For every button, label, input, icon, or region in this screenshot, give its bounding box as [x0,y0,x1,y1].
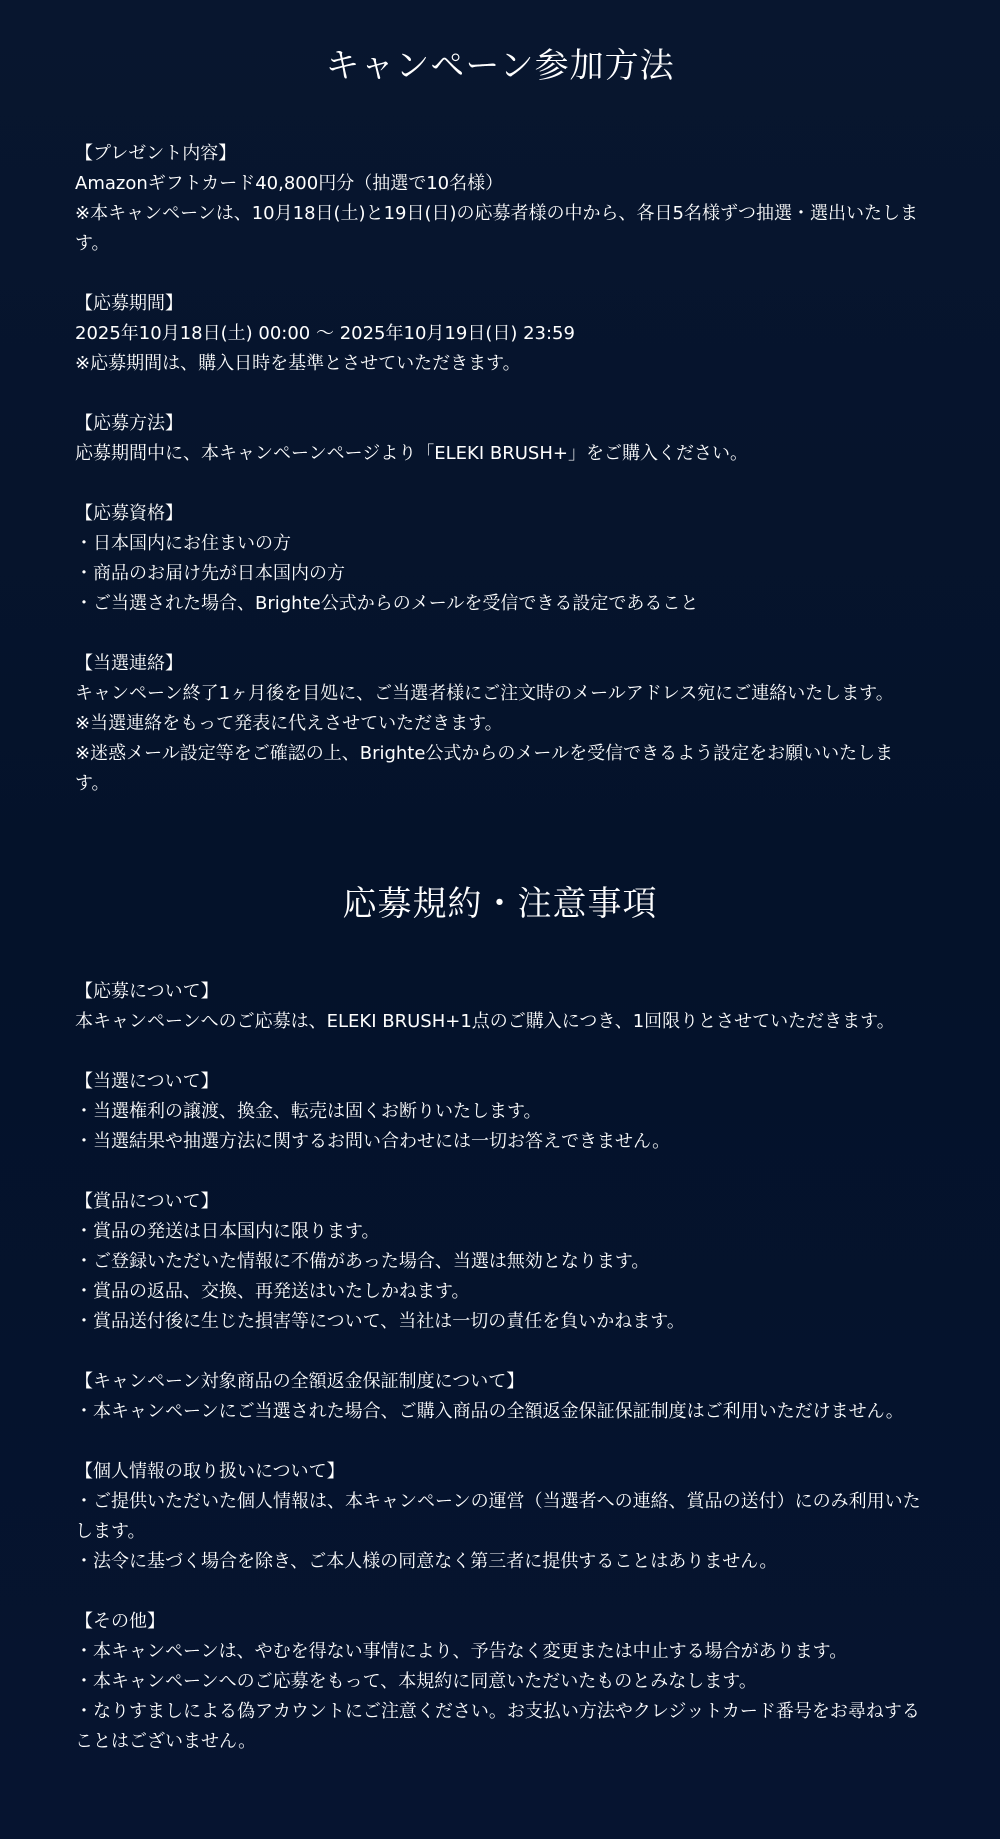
block-line: ・賞品の発送は日本国内に限ります。 [75,1221,380,1242]
block-line: ・なりすましによる偽アカウントにご注意ください。お支払い方法やクレジットカード番号をお尋ねすることはございません。 [75,1701,920,1752]
eligibility-block [75,499,925,619]
block-line: ※当選連絡をもって発表に代えさせていただきます。 [75,713,503,734]
block-line: ・賞品の返品、交換、再発送はいたしかねます。 [75,1281,470,1302]
block-line: ・日本国内にお住まいの方 [75,533,291,554]
block-line: 2025年10月18日(土) 00:00 〜 2025年10月19日(日) 23:59 [75,323,575,344]
block-line: ・法令に基づく場合を除き、ご本人様の同意なく第三者に提供することはありません。 [75,1551,778,1572]
block-line: ※応募期間は、購入日時を基準とさせていただきます。 [75,353,521,374]
block-heading: 【当選連絡】 [75,653,183,674]
entry-period-block [75,289,925,379]
block-line: Amazonギフトカード40,800円分（抽選で10名様） [75,173,504,194]
block-line: ・本キャンペーンにご当選された場合、ご購入商品の全額返金保証保証制度はご利用いただけません。 [75,1401,904,1422]
block-line: ・本キャンペーンは、やむを得ない事情により、予告なく変更または中止する場合があります。 [75,1641,848,1662]
section-title-how-to-enter: キャンペーン参加方法 [325,46,675,86]
block-line: ・ご提供いただいた個人情報は、本キャンペーンの運営（当選者への連絡、賞品の送付）にのみ利用いたします。 [75,1491,921,1542]
block-heading: 【応募期間】 [75,293,183,314]
block-line: ・ご登録いただいた情報に不備があった場合、当選は無効となります。 [75,1251,650,1272]
block-heading: 【応募方法】 [75,413,183,434]
how-to-enter-content [75,139,925,799]
block-heading: 【その他】 [75,1611,165,1632]
block-heading: 【応募資格】 [75,503,183,524]
about-winning-block [75,1067,925,1157]
block-line: 応募期間中に、本キャンペーンページより「ELEKI BRUSH+」をご購入ください。 [75,443,748,464]
block-line: ・当選結果や抽選方法に関するお問い合わせには一切お答えできません。 [75,1131,671,1152]
block-line: ・当選権利の譲渡、換金、転売は固くお断りいたします。 [75,1101,542,1122]
block-heading: 【応募について】 [75,981,219,1002]
block-line: 本キャンペーンへのご応募は、ELEKI BRUSH+1点のご購入につき、1回限りとさせていただきます。 [75,1011,895,1032]
about-prize-block [75,1187,925,1337]
other-block [75,1607,925,1757]
refund-guarantee-block [75,1367,925,1427]
block-line: ・本キャンペーンへのご応募をもって、本規約に同意いただいたものとみなします。 [75,1671,757,1692]
block-line: ※迷惑メール設定等をご確認の上、Brighte公式からのメールを受信できるよう設定をお願いいたします。 [75,743,894,794]
block-line: ・ご当選された場合、Brighte公式からのメールを受信できる設定であること [75,593,699,614]
terms-content [75,977,925,1757]
entry-method-block [75,409,925,469]
block-heading: 【キャンペーン対象商品の全額返金保証制度について】 [75,1371,525,1392]
winner-notice-block [75,649,925,799]
block-line: ※本キャンペーンは、10月18日(土)と19日(日)の応募者様の中から、各日5名様ずつ抽選・選出いたします。 [75,203,918,254]
block-heading: 【賞品について】 [75,1191,219,1212]
block-line: ・商品のお届け先が日本国内の方 [75,563,345,584]
about-entry-block [75,977,925,1037]
privacy-block [75,1457,925,1577]
block-heading: 【当選について】 [75,1071,219,1092]
prize-block [75,139,925,259]
block-line: キャンペーン終了1ヶ月後を目処に、ご当選者様にご注文時のメールアドレス宛にご連絡いたします。 [75,683,894,704]
block-line: ・賞品送付後に生じた損害等について、当社は一切の責任を負いかねます。 [75,1311,685,1332]
block-heading: 【プレゼント内容】 [75,143,237,164]
block-heading: 【個人情報の取り扱いについて】 [75,1461,345,1482]
section-title-terms: 応募規約・注意事項 [342,884,658,924]
